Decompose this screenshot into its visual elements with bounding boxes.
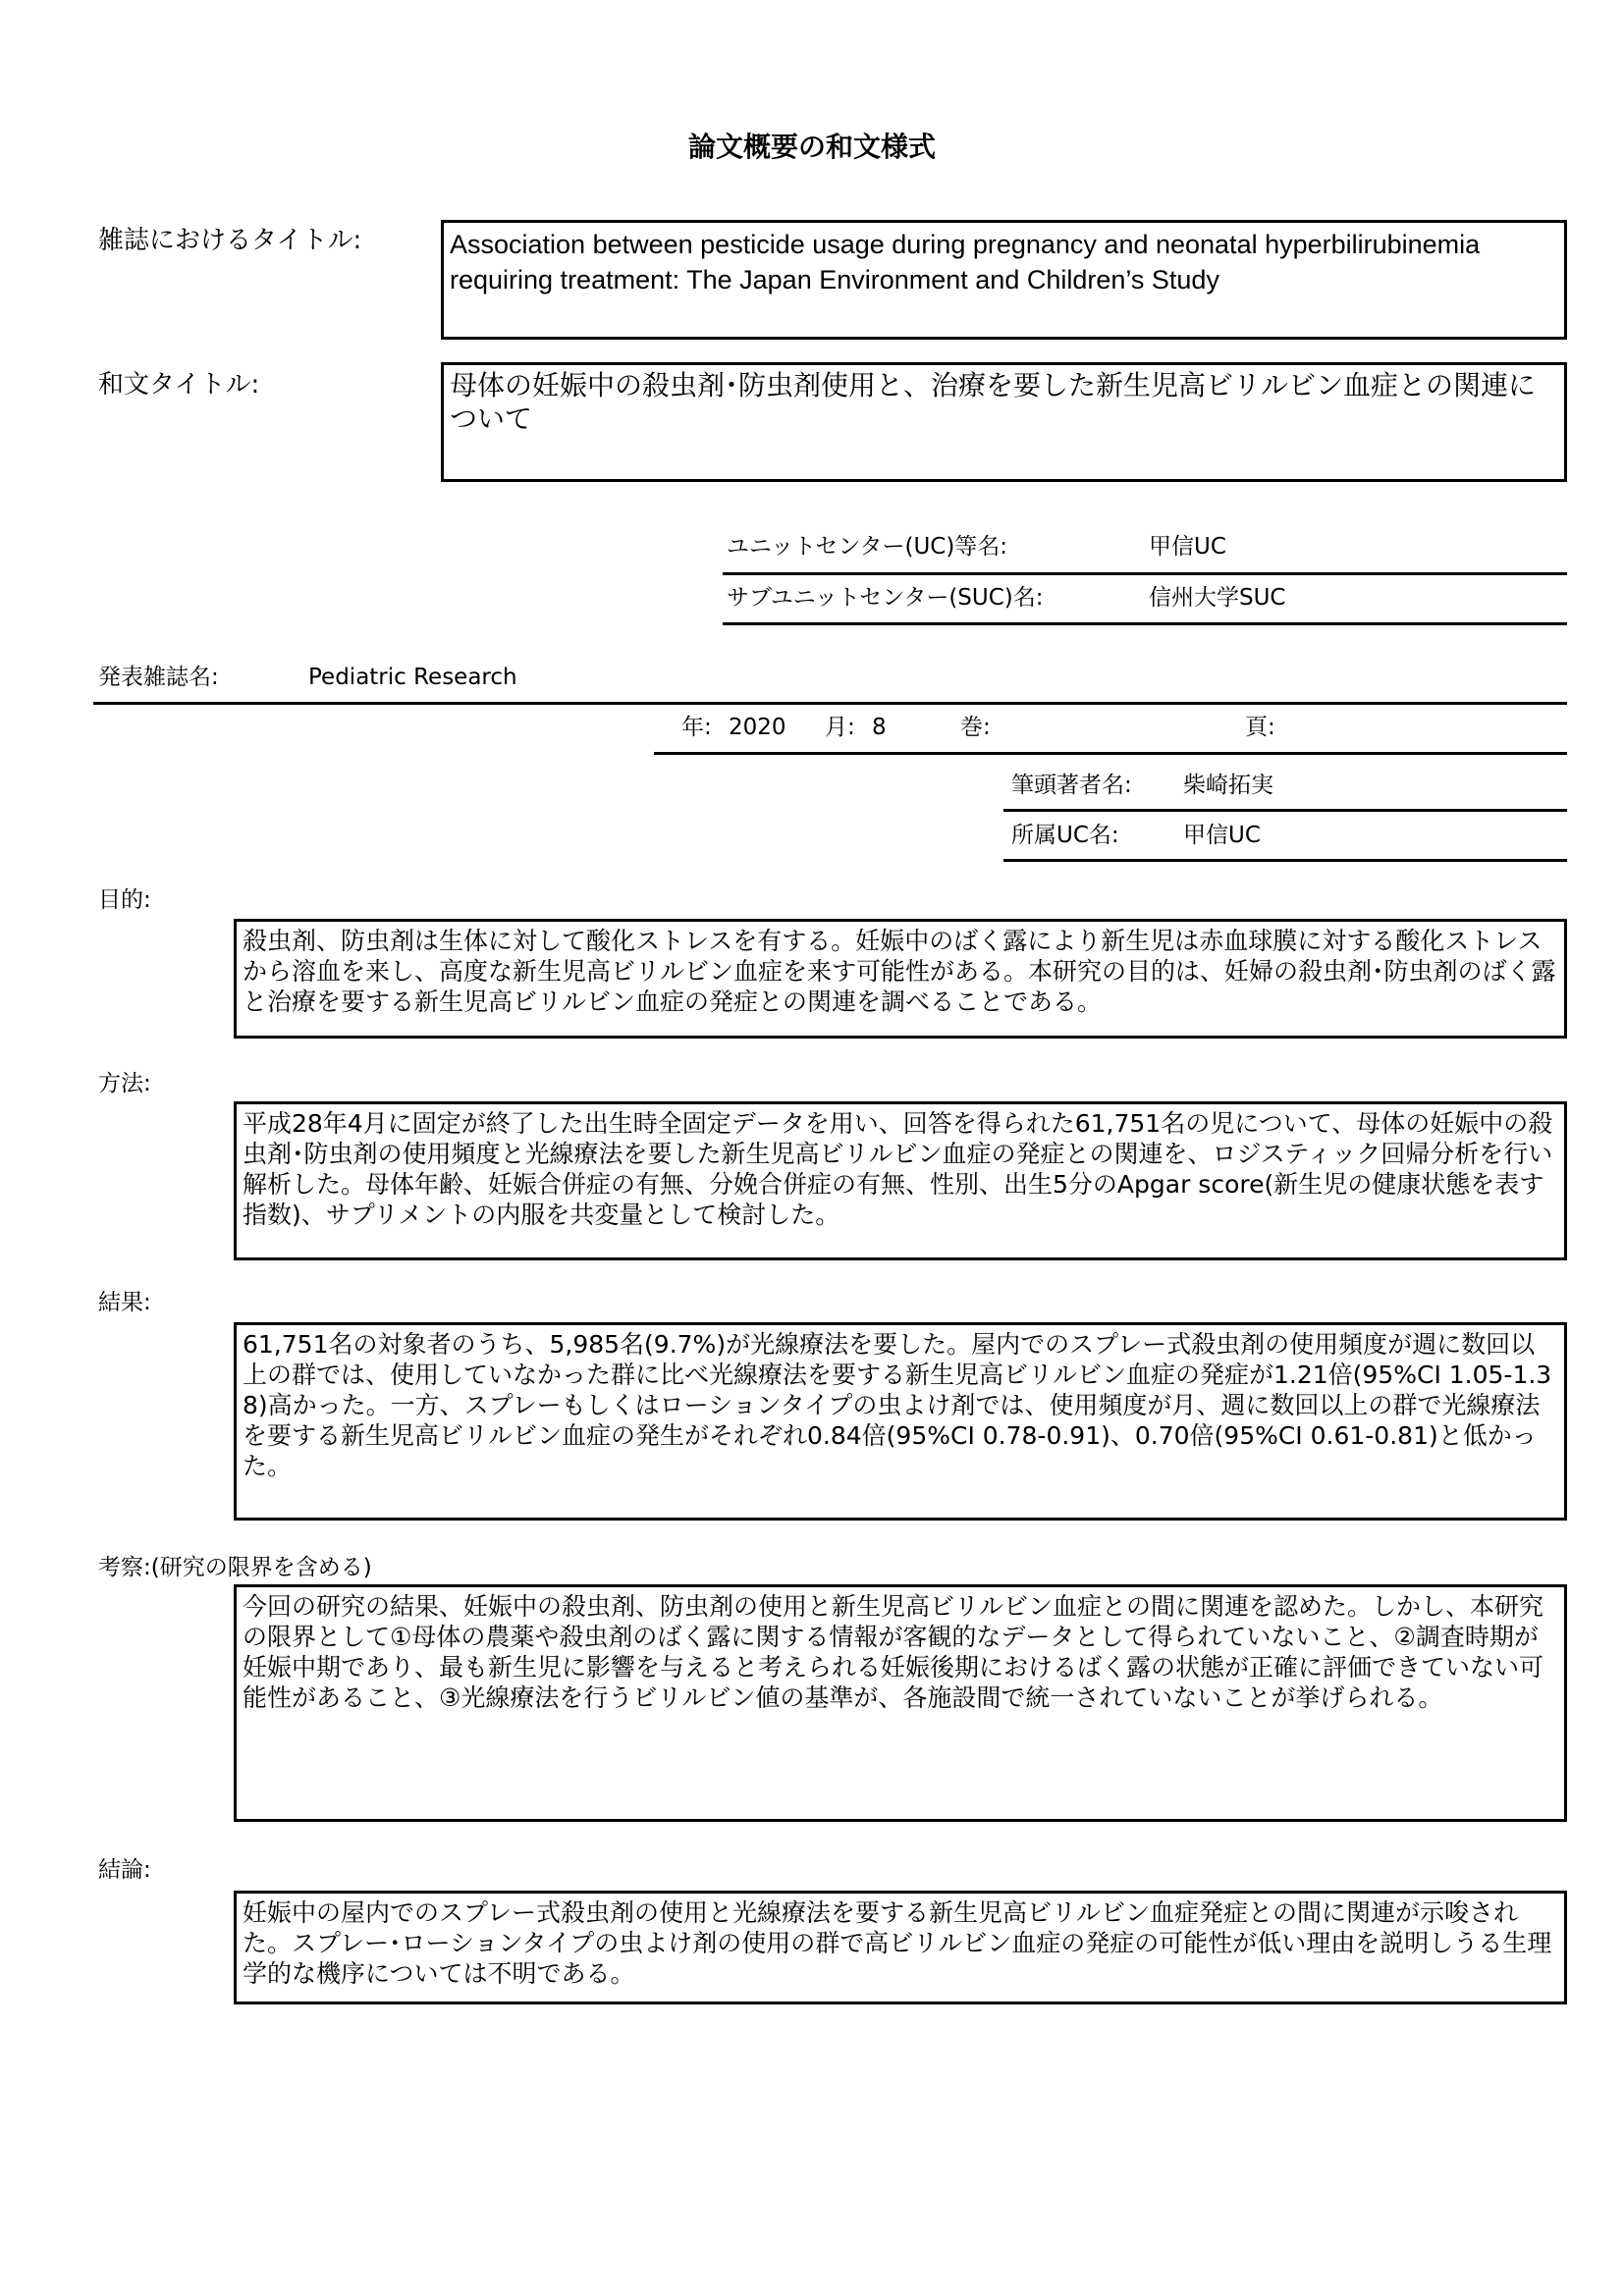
affiliation-label: 所属UC名:	[1011, 823, 1119, 848]
results-label: 結果:	[98, 1290, 151, 1315]
sub-unit-center-label: サブユニットセンター(SUC)名:	[727, 585, 1044, 611]
japanese-title-value: 母体の妊娠中の殺虫剤･防虫剤使用と、治療を要した新生児高ビリルビン血症との関連について	[450, 369, 1537, 435]
conclusion-box	[234, 1891, 1567, 2004]
year-value: 2020	[729, 715, 786, 740]
page-title: 論文概要の和文様式	[687, 131, 936, 163]
affiliation-rule	[1003, 859, 1567, 862]
volume-label: 巻:	[960, 715, 991, 740]
methods-box	[234, 1101, 1567, 1260]
month-label: 月:	[825, 715, 855, 740]
results-text: 61,751名の対象者のうち、5,985名(9.7%)が光線療法を要した。屋内でのスプレー式殺虫剤の使用頻度が週に数回以上の群では、使用していなかった群に比べ光線療法を要する新生児高ビリルビン血症の発症が1.21倍(95%CI 1.05-1.38)高かった。一方、スプレーもしくはローションタイプの虫よけ剤では、使用頻度が月、週に数回以上の群で光線療法を要する新生児高ビリルビン血症の発生がそれぞれ0.84倍(95%CI 0.78-0.91)、0.70倍(95%CI 0.61-0.81)と低かった。	[243, 1330, 1552, 1480]
purpose-box	[234, 919, 1567, 1039]
purpose-label: 目的:	[98, 887, 151, 913]
discussion-label: 考察:(研究の限界を含める)	[98, 1555, 372, 1580]
discussion-text: 今回の研究の結果、妊娠中の殺虫剤、防虫剤の使用と新生児高ビリルビン血症との間に関連を認めた。しかし、本研究の限界として①母体の農薬や殺虫剤のばく露に関する情報が客観的なデータとして得られていないこと、②調査時期が妊娠中期であり、最も新生児に影響を与えると考えられる妊娠後期におけるばく露の状態が正確に評価できていない可能性があること、③光線療法を行うビリルビン値の基準が、各施設間で統一されていないことが挙げられる。	[243, 1592, 1544, 1712]
journal-name-rule	[93, 702, 1567, 705]
journal-name-label: 発表雑誌名:	[98, 665, 219, 690]
sub-unit-center-value: 信州大学SUC	[1149, 585, 1286, 611]
conclusion-text: 妊娠中の屋内でのスプレー式殺虫剤の使用と光線療法を要する新生児高ビリルビン血症発症との間に関連が示唆された。スプレー･ローションタイプの虫よけ剤の使用の群で高ビリルビン血症の発症の可能性が低い理由を説明しうる生理学的な機序については不明である。	[243, 1898, 1552, 1988]
methods-text: 平成28年4月に固定が終了した出生時全固定データを用い、回答を得られた61,751名の児について、母体の妊娠中の殺虫剤･防虫剤の使用頻度と光線療法を要した新生児高ビリルビン血症の発症との関連を、ロジスティック回帰分析を行い解析した。母体年齢、妊娠合併症の有無、分娩合併症の有無、性別、出生5分のApgar score(新生児の健康状態を表す指数)、サプリメントの内服を共変量として検討した。	[243, 1109, 1553, 1229]
journal-title-box	[441, 220, 1567, 340]
discussion-box	[234, 1584, 1567, 1822]
month-value: 8	[872, 715, 887, 740]
first-author-rule	[1003, 809, 1567, 812]
publication-rule	[654, 752, 1567, 755]
first-author-value: 柴崎拓実	[1183, 773, 1273, 798]
year-label: 年:	[681, 715, 712, 740]
journal-name-value: Pediatric Research	[308, 665, 517, 690]
methods-label: 方法:	[98, 1071, 151, 1096]
japanese-title-label: 和文タイトル:	[98, 370, 260, 400]
unit-center-label: ユニットセンター(UC)等名:	[727, 534, 1008, 560]
sub-unit-center-rule	[723, 622, 1567, 625]
journal-title-label: 雑誌におけるタイトル:	[98, 226, 362, 255]
japanese-title-box	[441, 362, 1567, 482]
pages-label: 頁:	[1245, 715, 1275, 740]
results-box	[234, 1322, 1567, 1521]
journal-title-value: Association between pesticide usage during pregnancy and neonatal hyperbilirubinemia requiring treatment: The Japan Environment and Children’s Study	[450, 230, 1481, 294]
unit-center-rule	[723, 572, 1567, 575]
first-author-label: 筆頭著者名:	[1011, 773, 1132, 798]
affiliation-value: 甲信UC	[1183, 823, 1261, 848]
purpose-text: 殺虫剤、防虫剤は生体に対して酸化ストレスを有する。妊娠中のばく露により新生児は赤血球膜に対する酸化ストレスから溶血を来し、高度な新生児高ビリルビン血症を来す可能性がある。本研究の目的は、妊婦の殺虫剤･防虫剤のばく露と治療を要する新生児高ビリルビン血症の発症との関連を調べることである。	[243, 927, 1556, 1016]
unit-center-value: 甲信UC	[1149, 534, 1226, 560]
conclusion-label: 結論:	[98, 1857, 151, 1883]
